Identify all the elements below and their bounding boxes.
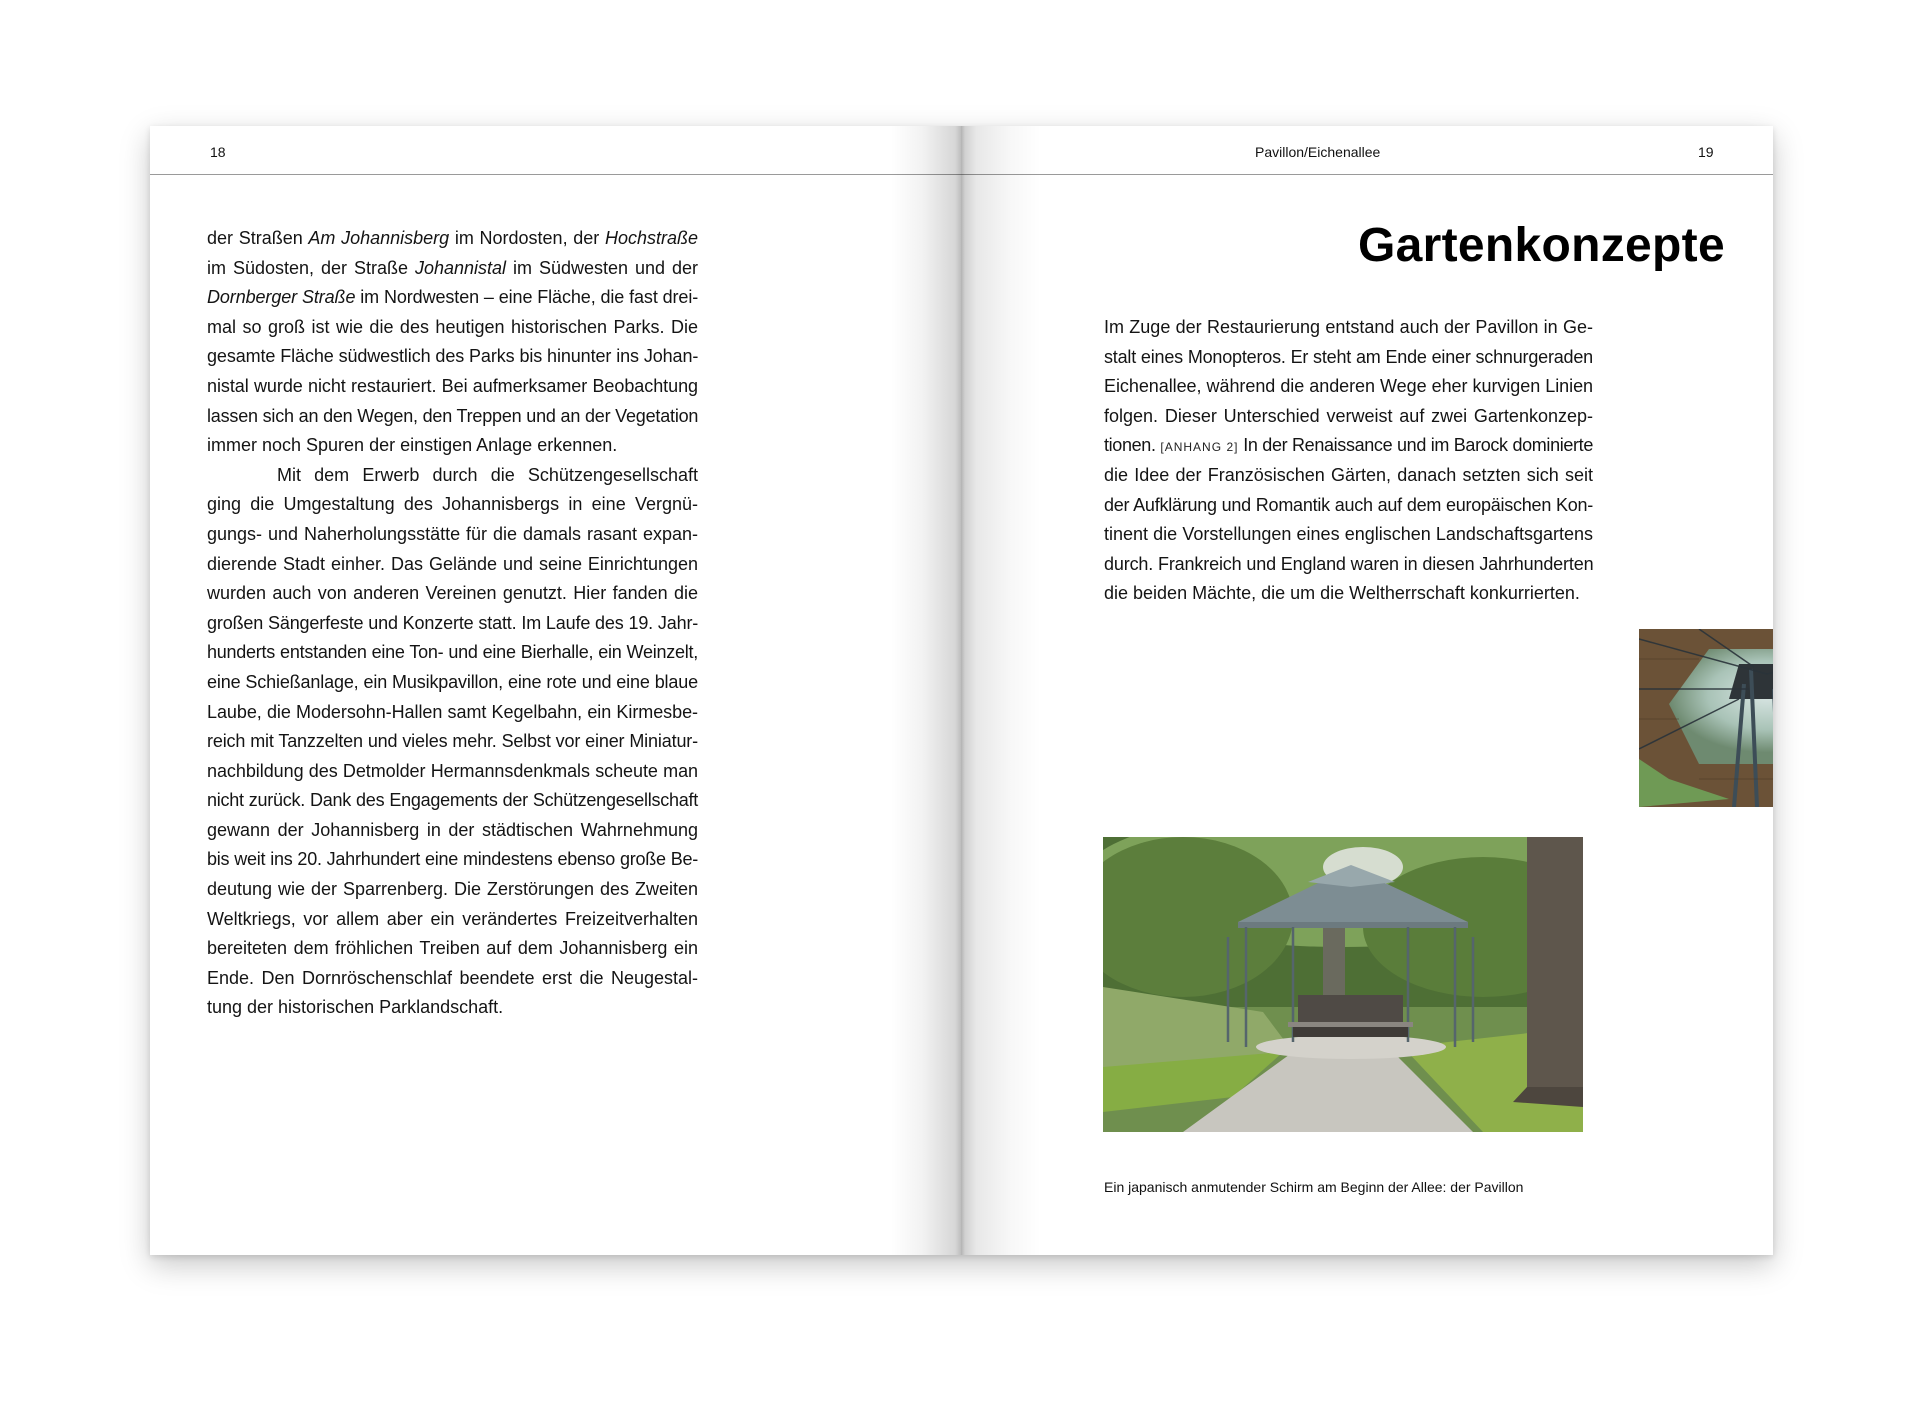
text-line xyxy=(1104,520,1593,550)
text-line xyxy=(207,550,698,580)
text-run: Ende. Den Dornröschenschlaf beendete erst die Neugestal- xyxy=(207,967,698,988)
right-page xyxy=(961,126,1773,1255)
pavilion-roof-image xyxy=(1639,629,1773,807)
text-run: tung der historischen Parklandschaft. xyxy=(207,997,504,1018)
body-text xyxy=(207,224,698,1023)
pavilion-allee-image xyxy=(1103,837,1583,1132)
text-run: deutung wie der Sparrenberg. Die Zerstörungen des Zweiten xyxy=(207,879,698,900)
text-line xyxy=(207,342,698,372)
gutter-shadow xyxy=(891,126,961,1255)
text-line xyxy=(207,638,698,668)
text-line xyxy=(207,579,698,609)
italic-street-name: Johannistal xyxy=(414,257,507,278)
text-run: im Nordwesten – eine Fläche, die fast drei- xyxy=(355,287,699,308)
text-line xyxy=(207,431,698,461)
running-head: Pavillon/Eichenallee xyxy=(1255,144,1381,160)
text-run: im Nordosten, der xyxy=(449,228,605,248)
gutter-shadow xyxy=(961,126,1041,1255)
text-run: tinent die Vorstellungen eines englischen Landschaftsgartens xyxy=(1104,524,1593,545)
text-run: der Aufklärung und Romantik auch auf dem europäischen Kon- xyxy=(1104,494,1593,515)
text-line xyxy=(207,372,698,402)
text-line xyxy=(207,609,698,639)
text-line xyxy=(1104,343,1593,373)
text-line xyxy=(207,845,698,875)
text-line xyxy=(207,698,698,728)
text-run: Im Zuge der Restaurierung entstand auch der Pavillon in Ge- xyxy=(1104,317,1593,337)
text-line xyxy=(1104,550,1593,580)
text-run: Mit dem Erwerb durch die Schützengesellschaft xyxy=(277,464,698,485)
text-run: die Idee der Französischen Gärten, danach setzten sich seit xyxy=(1104,464,1593,485)
text-line xyxy=(207,905,698,935)
text-line xyxy=(207,757,698,787)
appendix-reference: [ANHANG 2] xyxy=(1160,440,1239,455)
text-line xyxy=(207,934,698,964)
section-heading: Gartenkonzepte xyxy=(1358,219,1725,272)
text-run: reich mit Tanzzelten und vieles mehr. Selbst vor einer Miniatur- xyxy=(207,731,698,752)
header-rule xyxy=(150,174,961,175)
text-run: Eichenallee, während die anderen Wege eher kurvigen Linien xyxy=(1104,376,1593,397)
italic-street-name: Am Johannisberg xyxy=(308,228,450,248)
text-line xyxy=(207,461,698,491)
text-line xyxy=(207,786,698,816)
left-page xyxy=(150,126,961,1255)
text-line xyxy=(207,254,698,284)
text-line xyxy=(1104,491,1593,521)
italic-street-name: Hochstraße xyxy=(604,228,698,248)
text-run: hunderts entstanden eine Ton- und eine Bierhalle, ein Weinzelt, xyxy=(207,642,698,663)
text-run: stalt eines Monopteros. Er steht am Ende einer schnurgeraden xyxy=(1104,346,1593,367)
page-number: 19 xyxy=(1698,144,1714,160)
text-run: nachbildung des Detmolder Hermannsdenkmals scheute man xyxy=(207,760,698,781)
text-run: im Südosten, der Straße xyxy=(207,257,415,278)
header-rule xyxy=(961,174,1773,175)
text-run: gesamte Fläche südwestlich des Parks bis hinunter ins Johan- xyxy=(207,346,699,367)
text-line xyxy=(207,668,698,698)
text-run: durch. Frankreich und England waren in diesen Jahrhunderten xyxy=(1104,553,1594,574)
text-run: ging die Umgestaltung des Johannisbergs in eine Vergnü- xyxy=(207,494,698,515)
text-run: mal so groß ist wie die des heutigen historischen Parks. Die xyxy=(207,316,698,337)
text-run: nistal wurde nicht restauriert. Bei aufmerksamer Beobachtung xyxy=(207,375,698,396)
text-line xyxy=(1104,402,1593,432)
text-line xyxy=(207,993,698,1023)
text-run: gungs- und Naherholungsstätte für die damals rasant expan- xyxy=(207,523,698,544)
text-line xyxy=(207,224,698,254)
text-run: Laube, die Modersohn-Hallen samt Kegelbahn, ein Kirmesbe- xyxy=(207,701,698,722)
text-line xyxy=(207,283,698,313)
text-run: dierende Stadt einher. Das Gelände und seine Einrichtungen xyxy=(207,553,698,574)
text-line xyxy=(1104,372,1593,402)
text-run: bereiteten dem fröhlichen Treiben auf dem Johannisberg ein xyxy=(207,938,698,959)
text-run: der Straßen xyxy=(207,228,309,248)
text-line xyxy=(207,816,698,846)
text-run: folgen. Dieser Unterschied verweist auf zwei Gartenkonzep- xyxy=(1104,405,1593,426)
text-run: nicht zurück. Dank des Engagements der Schützengesellschaft xyxy=(207,790,698,811)
text-line xyxy=(207,313,698,343)
text-run: wurden auch von anderen Vereinen genutzt. Hier fanden die xyxy=(207,583,698,604)
text-line xyxy=(1104,313,1593,343)
italic-street-name: Dornberger Straße xyxy=(207,287,356,308)
text-line xyxy=(207,402,698,432)
text-run: immer noch Spuren der einstigen Anlage erkennen. xyxy=(207,435,618,456)
text-run: gewann der Johannisberg in der städtischen Wahrnehmung xyxy=(207,819,698,840)
book-spread xyxy=(150,126,1773,1255)
body-text xyxy=(1104,313,1593,609)
text-run: bis weit ins 20. Jahrhundert eine mindestens ebenso große Be- xyxy=(207,849,698,870)
text-run: die beiden Mächte, die um die Weltherrschaft konkurrierten. xyxy=(1104,583,1580,604)
text-line xyxy=(1104,579,1593,609)
pavilion-roof-photo xyxy=(1639,629,1773,807)
text-line xyxy=(207,875,698,905)
text-run: eine Schießanlage, ein Musikpavillon, eine rote und eine blaue xyxy=(207,671,698,692)
page-number: 18 xyxy=(210,144,226,160)
text-line xyxy=(1104,461,1593,491)
text-run: Weltkriegs, vor allem aber ein verändertes Freizeitverhalten xyxy=(207,908,698,929)
text-line xyxy=(207,520,698,550)
text-run: großen Sängerfeste und Konzerte statt. Im Laufe des 19. Jahr- xyxy=(207,612,699,633)
text-run: lassen sich an den Wegen, den Treppen und an der Vegetation xyxy=(207,405,699,426)
text-line xyxy=(207,964,698,994)
pavilion-allee-photo xyxy=(1103,837,1583,1132)
text-run: im Südwesten und der xyxy=(506,257,698,278)
text-run: tionen. xyxy=(1104,435,1161,456)
text-line xyxy=(1104,431,1593,461)
text-line xyxy=(207,490,698,520)
photo-caption: Ein japanisch anmutender Schirm am Beginn der Allee: der Pavillon xyxy=(1104,1179,1524,1195)
text-line xyxy=(207,727,698,757)
text-run: In der Renaissance und im Barock dominierte xyxy=(1238,435,1593,456)
